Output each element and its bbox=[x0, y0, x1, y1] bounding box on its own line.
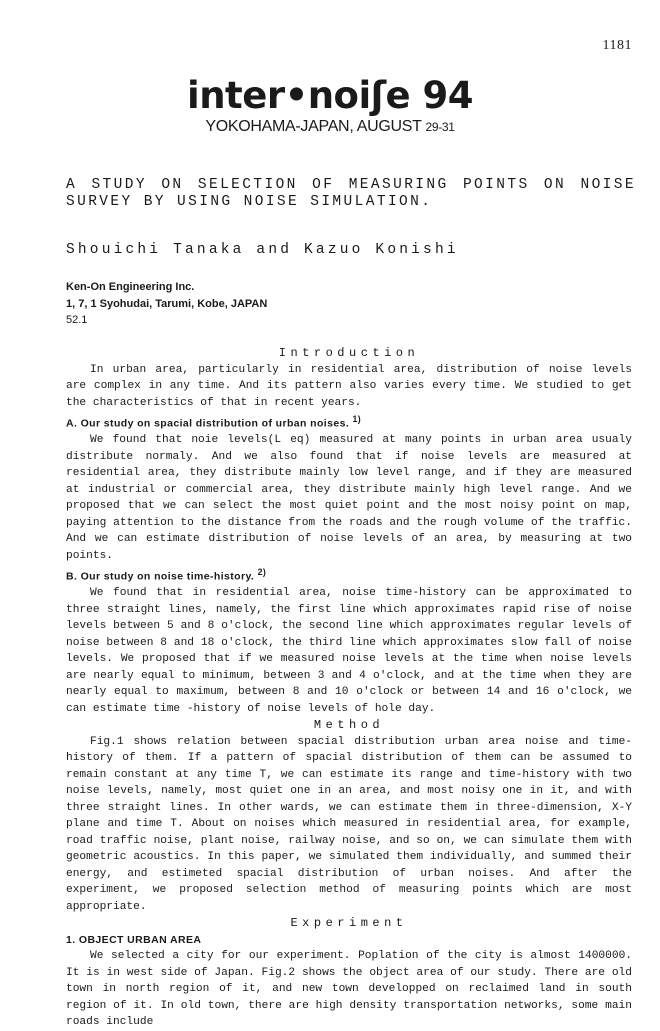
subsection-a-ref: 1) bbox=[352, 414, 362, 424]
subsection-a-title: A. Our study on spacial distribution of urban noises. bbox=[66, 417, 350, 430]
subsection-b-heading bbox=[66, 564, 632, 585]
subsection-a-heading bbox=[66, 411, 632, 432]
introduction-paragraph-3: We found that in residential area, noise time-history can be approximated to three straight lines, namely, the first line which approximates rapid rise of noise levels between 5 and 8 o'clock, the second line which approximates regular levels of noise between 8 and 18 o'clock, the third line which approximates slow fall of noise levels. We proposed that if we measured noise levels at the time when noise levels are nearly equal to minimum, between 3 and 4 o'clock, and at the time when they are nearly equal to maximum, between 8 and 10 o'clock or between 14 and 16 o'clock, we can estimate time -history of noise levels of hole day. bbox=[66, 587, 632, 715]
experiment-paragraph-1: We selected a city for our experiment. Poplation of the city is almost 1400000. It is in west side of Japan. Fig.2 shows the object area of our study. There are old town in north region of it, and new town developped on reclaimed land in south region of it. In old town, there are high density transportation networks, some main roads include bbox=[66, 950, 632, 1028]
affiliation-code: 52.1 bbox=[66, 314, 88, 326]
page-number: 1181 bbox=[602, 38, 632, 53]
introduction-paragraph-2: We found that noie levels(L eq) measured at many points in urban area usualy distribute normaly. And we also found that if noise levels are measured at residential area, they distribute mainly low level range, and if they are measured at industrial or commercial area, they distribute mainly high level range. And we proposed that we can select the most quiet point and the most noisy point on map, paying attention to the distance from the roads and the rough volume of the traffic. And we can estimate distribution of noise levels of an area, by measuring at two points. bbox=[66, 434, 632, 562]
subsection-b-ref: 2) bbox=[257, 567, 267, 577]
conference-logo: inter•noiʃe 94 bbox=[187, 74, 473, 117]
subsection-b-title: B. Our study on noise time-history. bbox=[66, 570, 255, 583]
method-paragraph-1: Fig.1 shows relation between spacial distribution urban area noise and time-history of them. If a pattern of spacial distribution of them can be assumed to remain constant at any time T, we can estimate its range and time-history with two noise levels, namely, most quiet one in an area, and most noisy one in it, and with three straight lines. In other wards, we can estimate them in three-dimension, X-Y plane and time T. About on noises which measured in residential area, for example, road traffic noise, plant noise, railway noise, and so on, we can simulate them with geometric acoustics. In this paper, we simulated them individually, and summed their energy, and estimeted spacial distribution of urban noises. And after the experiment, we proposed selection method of measuring points which are most appropriate. bbox=[66, 735, 632, 913]
affiliation-company: Ken-On Engineering Inc. bbox=[66, 281, 195, 293]
affiliation bbox=[66, 279, 267, 329]
conference-days: 29-31 bbox=[425, 120, 455, 134]
paper-body bbox=[66, 345, 632, 1031]
paper-authors: Shouichi Tanaka and Kazuo Konishi bbox=[66, 242, 459, 258]
affiliation-address: 1, 7, 1 Syohudai, Tarumi, Kobe, JAPAN bbox=[66, 297, 268, 310]
method-heading: Method bbox=[313, 718, 385, 732]
conference-location: YOKOHAMA-JAPAN, AUGUST bbox=[205, 118, 426, 135]
introduction-paragraph-1: In urban area, particularly in residential area, distribution of noise levels are complex in any time. And its pattern also varies every time. We studied to get the characteristics of that in recent years. bbox=[66, 363, 632, 409]
conference-location-date bbox=[0, 118, 660, 136]
paper-title: A STUDY ON SELECTION OF MEASURING POINTS ON NOISE SURVEY BY USING NOISE SIMULATION. bbox=[66, 177, 636, 210]
experiment-heading: Experiment bbox=[290, 916, 408, 930]
introduction-heading: Introduction bbox=[278, 346, 420, 360]
experiment-subsection-1-heading: 1. OBJECT URBAN AREA bbox=[66, 933, 202, 946]
